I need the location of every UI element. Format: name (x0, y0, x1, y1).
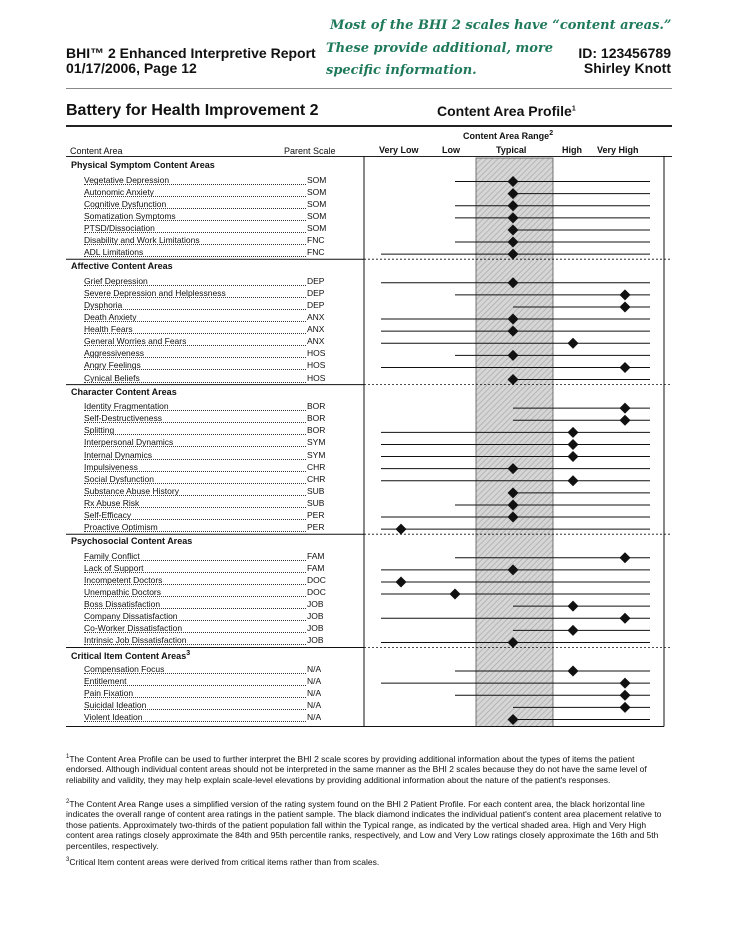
content-area-label: Unempathic Doctors (84, 586, 306, 597)
content-area-label: Grief Depression (84, 275, 306, 286)
content-area-label: Social Dysfunction (84, 473, 306, 484)
report-title: BHI™ 2 Enhanced Interpretive Report (66, 45, 316, 61)
section-footnote-ref: 3 (186, 649, 191, 657)
content-area-label: Proactive Optimism (84, 521, 306, 532)
parent-scale-label: BOR (307, 425, 326, 436)
patient-diamond (568, 427, 579, 438)
patient-diamond (620, 613, 631, 624)
patient-diamond (568, 666, 579, 677)
parent-scale-label: SOM (307, 186, 327, 197)
parent-scale-label: DEP (307, 299, 325, 310)
content-area-label: Dysphoria (84, 299, 306, 310)
patient-id: ID: 123456789 (578, 45, 671, 61)
parent-scale-label: JOB (307, 611, 324, 622)
patient-diamond (620, 403, 631, 414)
parent-scale-label: PER (307, 522, 325, 533)
section-heading-text: Psychosocial Content Areas (71, 536, 193, 547)
parent-scale-label: HOS (307, 360, 326, 371)
parent-scale-label: DOC (307, 587, 326, 597)
content-area-label: Autonomic Anxiety (84, 186, 306, 197)
range-header-text: Content Area Range (463, 131, 550, 141)
patient-diamond (620, 415, 631, 426)
parent-scale-label: SYM (307, 437, 326, 448)
content-area-label: Somatization Symptoms (84, 210, 306, 221)
footnote-2-text: The Content Area Range uses a simplified version of the rating system found on the BHI 2 Patient Profile. For each content area, the black horizontal line indicates the overall range of content area ratings in the patient sample. The black diamond indicates the individual patient's content area placement relative to those patients. Approximately two-thirds of the patient population fall within the Typical range, as indicated by the vertical shaded area. High and Very High content area ratings closely approximate the 84th and 95th percentile ranks, respectively, and Low and Very Low ratings closely approximate the 16th and 5th percentiles, respectively. (66, 798, 662, 851)
patient-diamond (620, 362, 631, 373)
content-area-label: Intrinsic Job Dissatisfaction (84, 634, 306, 645)
content-area-label: Self-Efficacy (84, 509, 306, 520)
patient-diamond (620, 289, 631, 300)
parent-scale-label: JOB (307, 599, 324, 610)
col-low: Low (442, 145, 460, 155)
parent-scale-label: SOM (307, 222, 327, 233)
parent-scale-label: N/A (307, 676, 322, 687)
patient-diamond (568, 439, 579, 450)
parent-scale-label: SUB (307, 497, 325, 508)
parent-scale-label: FAM (307, 550, 325, 561)
content-area-label: Cynical Beliefs (84, 372, 306, 383)
parent-scale-label: SOM (307, 174, 327, 185)
content-area-label: Cognitive Dysfunction (84, 198, 306, 209)
content-area-label: Aggressiveness (84, 347, 306, 358)
patient-diamond (568, 625, 579, 636)
parent-scale-label: DEP (307, 275, 325, 286)
content-area-label: ADL Limitations (84, 246, 306, 257)
content-area-label: Disability and Work Limitations (84, 234, 306, 245)
content-area-label: Health Fears (84, 323, 306, 334)
content-area-label: Compensation Focus (84, 663, 306, 674)
parent-scale-label: BOR (307, 413, 326, 424)
annotation-line-2: These provide additional, more (326, 41, 554, 56)
parent-scale-label: SUB (307, 485, 325, 496)
col-very-low: Very Low (379, 145, 419, 155)
parent-scale-label: JOB (307, 635, 324, 646)
patient-diamond (620, 301, 631, 312)
patient-diamond (620, 690, 631, 701)
parent-scale-label: FNC (307, 235, 325, 245)
patient-diamond (568, 451, 579, 462)
patient-diamond (620, 702, 631, 713)
patient-diamond (568, 475, 579, 486)
col-content-area: Content Area (70, 146, 123, 156)
content-area-label: Impulsiveness (84, 461, 306, 472)
parent-scale-label: N/A (307, 700, 322, 711)
parent-scale-label: ANX (307, 312, 325, 322)
col-high: High (562, 145, 582, 155)
content-area-label: Rx Abuse Risk (84, 497, 306, 508)
content-area-label: Lack of Support (84, 562, 306, 573)
content-area-label: Vegetative Depression (84, 174, 306, 185)
patient-diamond (396, 576, 407, 587)
footnote-1 (66, 752, 672, 785)
battery-title: Battery for Health Improvement 2 (66, 102, 319, 119)
footnote-3-marker: 3 (66, 857, 70, 863)
patient-diamond (396, 524, 407, 535)
footnote-1-text: The Content Area Profile can be used to further interpret the BHI 2 scale scores by providing additional information about the types of items the patient endorsed. Although individual content areas should not be interpreted in the same manner as the BHI 2 scales because they do not have the same level of reliability and validity, they may help explain scale-level elevations by providing additional information about the nature of the patient's responses. (66, 753, 647, 785)
parent-scale-label: FAM (307, 562, 325, 573)
content-area-label: Self-Destructiveness (84, 412, 306, 423)
content-area-label: Severe Depression and Helplessness (84, 287, 306, 298)
report-date-page: 01/17/2006, Page 12 (66, 60, 197, 76)
parent-scale-label: ANX (307, 336, 325, 347)
parent-scale-label: SOM (307, 210, 327, 221)
content-area-label: Family Conflict (84, 550, 306, 561)
parent-scale-label: HOS (307, 348, 326, 359)
parent-scale-label: ANX (307, 324, 325, 335)
parent-scale-label: PER (307, 510, 325, 520)
parent-scale-label: JOB (307, 623, 324, 634)
footnote-3-text: Critical Item content areas were derived from critical items rather than from scales. (69, 856, 380, 867)
annotation-line-3: specific information. (326, 63, 477, 78)
parent-scale-label: SYM (307, 449, 326, 460)
parent-scale-label: FNC (307, 247, 325, 258)
content-area-label: Death Anxiety (84, 311, 306, 322)
content-area-label: General Worries and Fears (84, 335, 306, 346)
range-header-footnote-ref: 2 (549, 130, 554, 137)
footnote-2-marker: 2 (66, 799, 70, 805)
content-area-label: Boss Dissatisfaction (84, 598, 306, 609)
parent-scale-label: CHR (307, 473, 326, 484)
content-area-label: Internal Dynamics (84, 449, 306, 460)
parent-scale-label: N/A (307, 664, 322, 674)
patient-diamond (620, 552, 631, 563)
footnote-3 (66, 855, 672, 867)
profile-title-footnote-ref: 1 (571, 105, 576, 113)
section-heading-text: Critical Item Content Areas (71, 650, 187, 661)
content-area-label: PTSD/Dissociation (84, 222, 306, 233)
footnote-1-marker: 1 (66, 754, 70, 760)
patient-diamond (568, 338, 579, 349)
content-area-label: Angry Feelings (84, 359, 306, 370)
content-area-label: Substance Abuse History (84, 485, 306, 496)
parent-scale-label: DEP (307, 287, 325, 298)
parent-scale-label: HOS (307, 372, 326, 383)
content-area-label: Interpersonal Dynamics (84, 436, 306, 447)
section-heading-text: Physical Symptom Content Areas (71, 160, 215, 170)
patient-diamond (450, 589, 461, 600)
profile-title-text: Content Area Profile (437, 103, 572, 119)
content-area-label: Co-Worker Dissatisfaction (84, 622, 306, 633)
content-area-label: Incompetent Doctors (84, 574, 306, 585)
parent-scale-label: DOC (307, 574, 326, 585)
parent-scale-label: N/A (307, 688, 322, 699)
content-area-label: Identity Fragmentation (84, 400, 306, 411)
parent-scale-label: CHR (307, 461, 326, 472)
col-typical: Typical (496, 145, 527, 155)
col-very-high: Very High (597, 145, 639, 155)
patient-diamond (568, 601, 579, 612)
content-area-label: Splitting (84, 424, 306, 435)
section-heading-text: Character Content Areas (71, 386, 177, 397)
footnote-2 (66, 797, 672, 851)
parent-scale-label: SOM (307, 198, 327, 209)
content-area-label: Violent Ideation (84, 711, 306, 722)
content-area-label: Entitlement (84, 675, 306, 686)
content-area-label: Pain Fixation (84, 687, 306, 698)
patient-name: Shirley Knott (583, 60, 671, 76)
content-area-label: Company Dissatisfaction (84, 610, 306, 621)
annotation-line-1: Most of the BHI 2 scales have “content areas.” (330, 18, 672, 33)
parent-scale-label: N/A (307, 712, 322, 723)
content-area-label: Suicidal Ideation (84, 699, 306, 710)
patient-diamond (620, 678, 631, 689)
parent-scale-label: BOR (307, 401, 326, 412)
section-heading-text: Affective Content Areas (71, 261, 173, 272)
col-parent-scale: Parent Scale (284, 146, 336, 156)
